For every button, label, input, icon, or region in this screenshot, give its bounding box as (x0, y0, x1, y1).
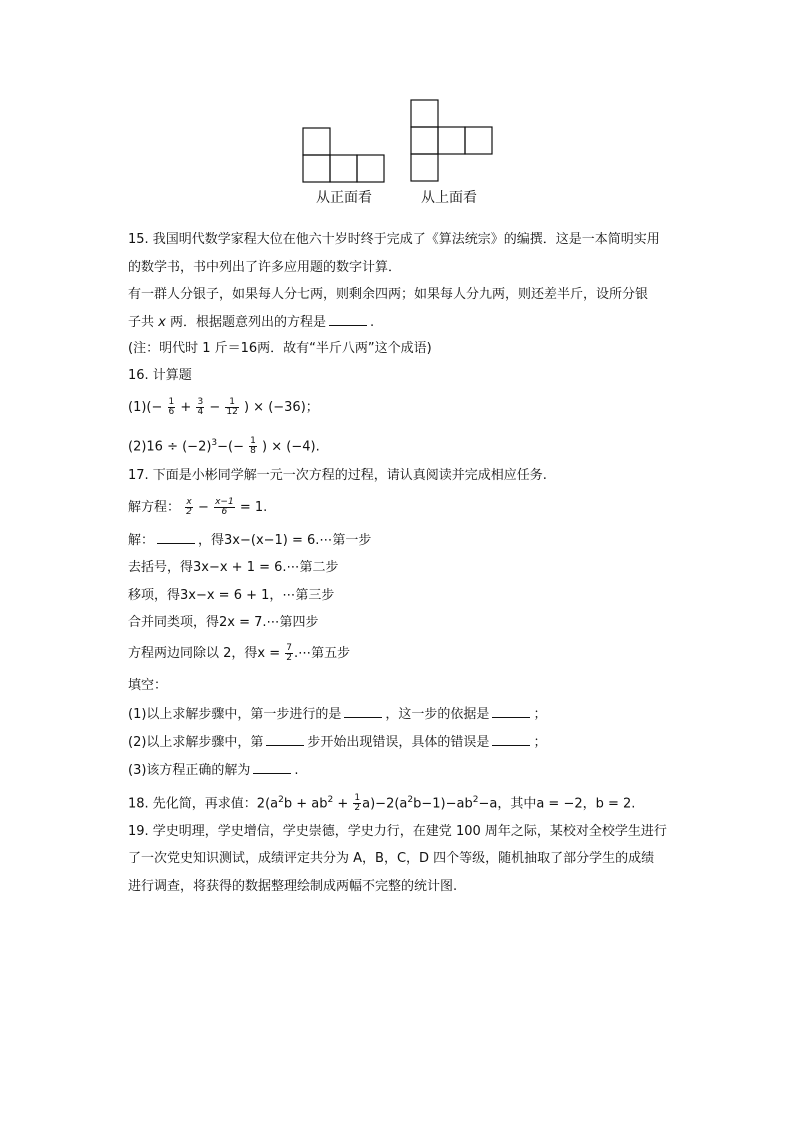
math-text: 18. 先化简，再求值：2(a (128, 796, 279, 812)
answer-blank (492, 732, 530, 746)
q17-step5 (128, 644, 350, 664)
math-text: a)−2(a (362, 796, 408, 812)
math-text: (1)(− (128, 400, 163, 415)
denominator: 6 (168, 407, 175, 417)
q15-line2: 的数学书，书中列出了许多应用题的数字计算． (128, 260, 402, 275)
sub-text: (2)以上求解步骤中，第 (128, 735, 264, 750)
q15-line1: 15. 我国明代数学家程大位在他六十岁时终于完成了《算法统宗》的编撰．这是一本简明实用 (128, 232, 660, 247)
math-text: −(− (217, 439, 245, 455)
q15-text: 子共 (128, 315, 155, 330)
numerator: 1 (168, 397, 175, 407)
step-text: 解： (128, 533, 155, 548)
q15-text: 两．根据题意列出的方程是 (170, 315, 327, 330)
fraction (353, 794, 361, 813)
fraction (285, 644, 293, 663)
q16-title: 16. 计算题 (128, 368, 192, 383)
q17-step2: 去括号，得3x−x + 1 = 6.⋯第二步 (128, 560, 339, 575)
math-text: b + ab (283, 796, 328, 812)
q17-sub2 (128, 732, 546, 753)
denominator: 2 (354, 803, 361, 814)
q19-line3: 进行调查，将获得的数据整理绘制成两幅不完整的统计图. (128, 879, 458, 894)
numerator: x (186, 497, 192, 507)
top-view-cell (411, 100, 438, 127)
math-text: + (180, 400, 192, 415)
denominator: 2 (186, 507, 192, 517)
answer-blank (492, 704, 530, 718)
math-text: 解方程： (128, 500, 181, 515)
sub-text: ； (533, 707, 547, 722)
denominator: 6 (221, 507, 228, 517)
sub-text: (1)以上求解步骤中，第一步进行的是 (128, 707, 342, 722)
fraction (225, 398, 238, 417)
fraction (196, 398, 204, 417)
q17-intro: 17. 下面是小彬同学解一元一次方程的过程，请认真阅读并完成相应任务. (128, 468, 547, 483)
q17-step3: 移项，得3x−x = 6 + 1，⋯第三步 (128, 588, 335, 603)
exponent: 3 (211, 438, 218, 448)
q15-line3: 有一群人分银子，如果每人分七两，则剩余四两；如果每人分九两，则还差半斤，设所分银 (128, 287, 649, 302)
q17-sub1 (128, 704, 546, 725)
top-view-cell (438, 127, 465, 154)
numerator: x−1 (215, 497, 234, 507)
sub-text: ，这一步的依据是 (385, 707, 490, 722)
front-view-figure (302, 127, 388, 185)
exponent: 2 (278, 795, 284, 805)
q15-variable: x (158, 315, 166, 330)
sub-text: 步开始出现错误，具体的错误是 (307, 735, 490, 750)
exponent: 2 (407, 795, 414, 805)
step-text: .⋯第五步 (294, 646, 351, 661)
q17-step1 (128, 530, 371, 551)
q17-equation (128, 498, 267, 518)
step-text: 方程两边同除以 2，得x = (128, 646, 281, 661)
math-text: b−1)−ab (413, 796, 473, 812)
q17-fill-label: 填空： (128, 678, 168, 693)
front-view-label: 从正面看 (316, 190, 372, 206)
front-view-cell (303, 128, 330, 155)
math-text: = 1. (239, 500, 268, 515)
answer-blank (266, 732, 304, 746)
q16-part2 (128, 433, 320, 457)
answer-blank (344, 704, 382, 718)
numerator: 7 (286, 643, 292, 653)
answer-blank (329, 312, 367, 326)
numerator: 1 (225, 398, 238, 408)
q15-text: . (370, 315, 375, 330)
math-text: ) × (−36)； (243, 400, 319, 415)
q15-line4 (128, 312, 374, 333)
numerator: 1 (250, 436, 256, 447)
front-view-cell (357, 155, 384, 182)
top-view-figure (410, 99, 494, 183)
sub-text: . (294, 763, 299, 778)
answer-blank (253, 760, 291, 774)
front-view-cell (330, 155, 357, 182)
front-view-cell (303, 155, 330, 182)
top-view-cell (411, 154, 438, 181)
q19-line1: 19. 学史明理，学史增信，学史崇德，学史力行，在建党 100 周年之际，某校对全校学生进行 (128, 824, 667, 839)
denominator: 12 (226, 407, 238, 417)
q15-note: (注：明代时 1 斤＝16两．故有“半斤八两”这个成语) (128, 341, 432, 356)
denominator: 8 (250, 446, 256, 457)
exponent: 2 (327, 795, 334, 805)
math-text: −a，其中a = −2，b = 2. (478, 796, 636, 812)
q17-sub3 (128, 760, 299, 781)
exponent: 2 (472, 795, 479, 805)
math-text: + (333, 796, 349, 812)
sub-text: ； (533, 735, 547, 750)
denominator: 4 (197, 407, 204, 417)
fraction (214, 498, 235, 517)
math-text: ) × (−4). (262, 439, 320, 455)
math-text: − (209, 400, 221, 415)
top-view-cell (465, 127, 492, 154)
q17-step4: 合并同类项，得2x = 7.⋯第四步 (128, 615, 319, 630)
q16-part1 (128, 398, 319, 418)
top-view-cell (411, 127, 438, 154)
numerator: 1 (354, 793, 361, 804)
step-text: ，得3x−(x−1) = 6.⋯第一步 (198, 533, 372, 548)
math-text: − (198, 500, 209, 515)
fraction (185, 498, 193, 517)
q18-expression (128, 790, 635, 814)
q19-line2: 了一次党史知识测试，成绩评定共分为 A，B，C，D 四个等级，随机抽取了部分学生的成绩 (128, 851, 655, 866)
denominator: 2 (286, 653, 292, 663)
math-text: (2)16 ÷ (−2) (128, 439, 212, 455)
fraction (168, 398, 176, 417)
answer-blank (157, 530, 195, 544)
top-view-label: 从上面看 (421, 190, 477, 206)
sub-text: (3)该方程正确的解为 (128, 763, 251, 778)
fraction (249, 437, 257, 456)
numerator: 3 (197, 397, 204, 407)
